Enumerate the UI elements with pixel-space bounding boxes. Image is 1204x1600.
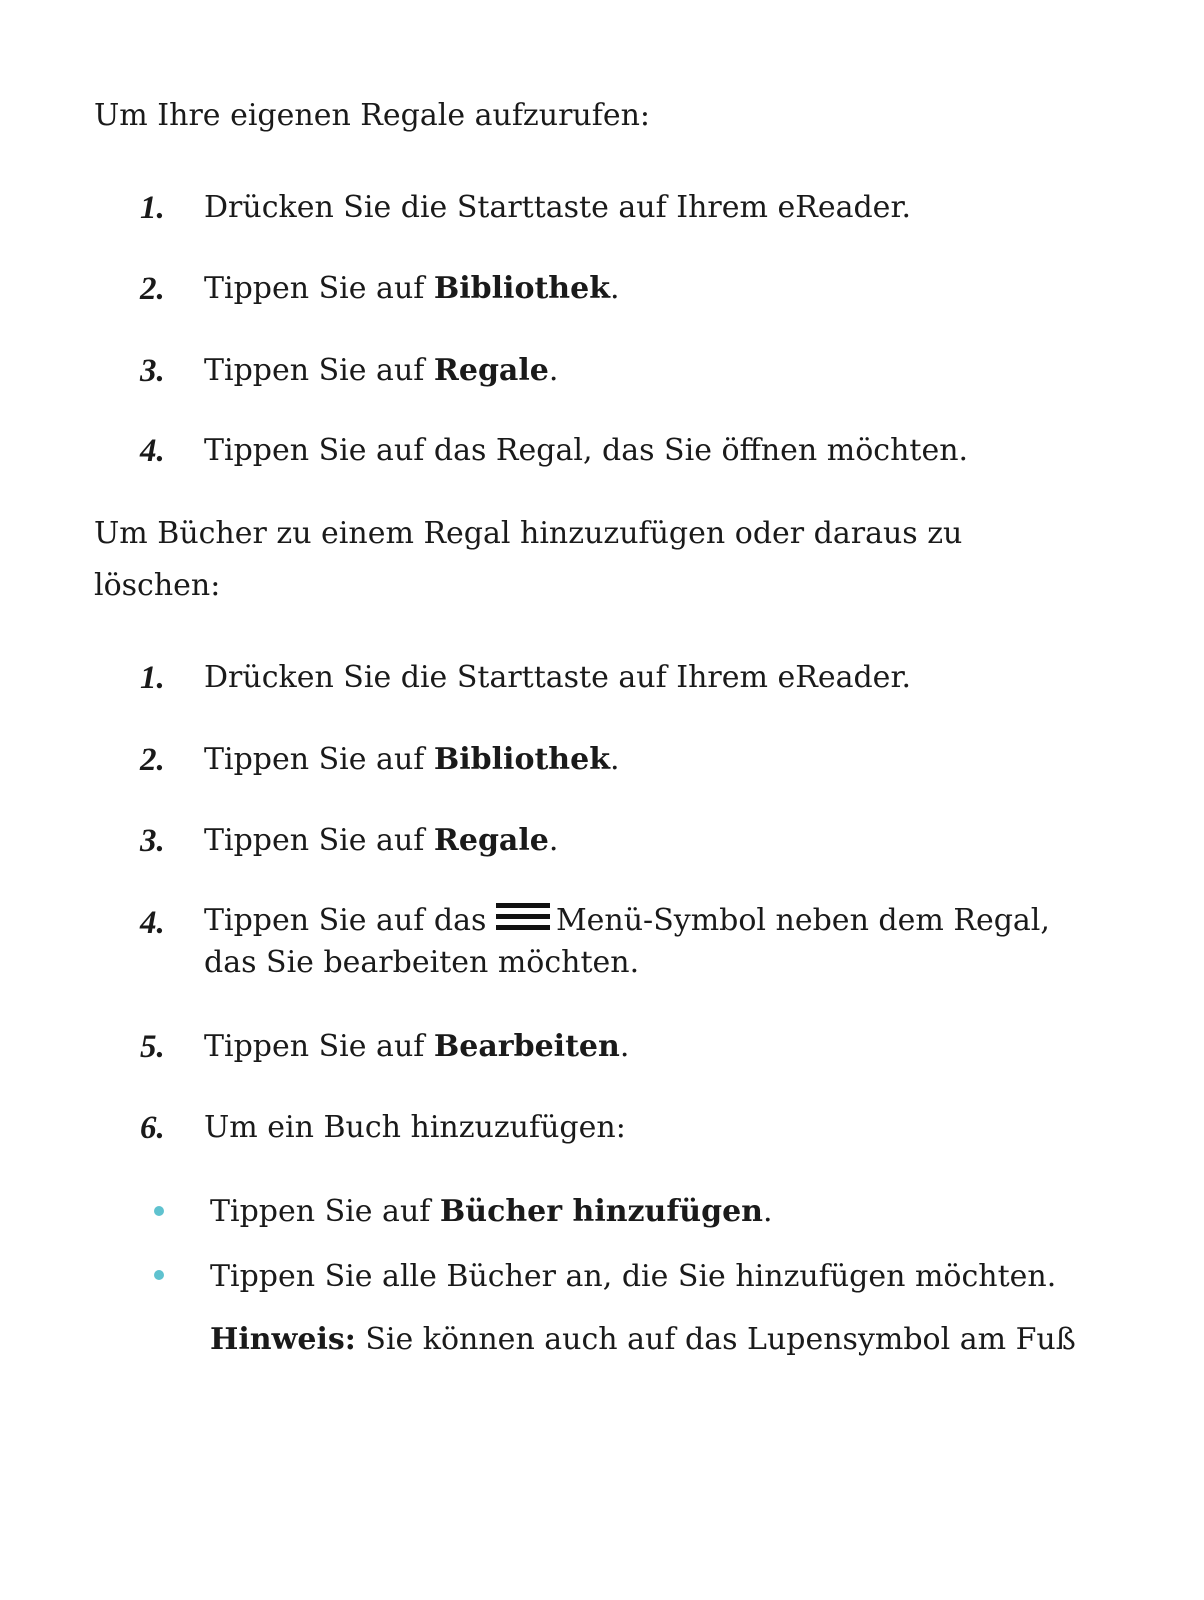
section2-step5-bold: Bearbeiten (433, 1029, 620, 1064)
bullet-dot (154, 1206, 164, 1216)
section1-step3-number: 3. (140, 353, 165, 389)
section2-step6-number: 6. (140, 1110, 165, 1146)
section2-step2-post: . (610, 742, 620, 777)
section1-step2-number: 2. (140, 271, 165, 307)
note-text: Sie können auch auf das Lupensymbol am Fuß (355, 1322, 1076, 1357)
section2-step3-text (204, 823, 558, 859)
section1-step4-pre: Tippen Sie auf das Regal, das Sie öffnen möchten. (204, 433, 969, 468)
section2-step2-number: 2. (140, 742, 165, 778)
section1-step3-bold: Regale (433, 353, 549, 388)
section2-step1-text (204, 660, 911, 696)
section2-step4-line2: das Sie bearbeiten möchten. (204, 945, 640, 980)
section2-step5-post: . (619, 1029, 630, 1064)
section2-step4-post: Menü-Symbol neben dem Regal, (555, 903, 1050, 938)
section1-step4-number: 4. (140, 433, 165, 469)
section2-step2-bold: Bibliothek (433, 742, 610, 777)
section1-intro: Um Ihre eigenen Regale aufzurufen: (94, 98, 651, 133)
section2-step1-number: 1. (140, 660, 165, 696)
section2-step4-pre: Tippen Sie auf das (204, 903, 496, 938)
note (210, 1322, 1076, 1358)
section1-step1-text (204, 190, 911, 226)
section2-step4-number: 4. (140, 905, 165, 941)
section2-step6-pre: Um ein Buch hinzuzufügen: (204, 1110, 626, 1145)
section1-step2-pre: Tippen Sie auf (204, 271, 434, 306)
section2-step2-pre: Tippen Sie auf (204, 742, 434, 777)
section2-step3-bold: Regale (433, 823, 549, 858)
section2-step6-text (204, 1110, 626, 1146)
section2-step4-text (204, 900, 1050, 984)
section2-step1-pre: Drücken Sie die Starttaste auf Ihrem eReader. (204, 660, 912, 695)
bullet-item-2-pre: Tippen Sie alle Bücher an, die Sie hinzufügen möchten. (210, 1259, 1057, 1294)
bullet-item-1 (210, 1194, 773, 1230)
section1-step2-post: . (610, 271, 620, 306)
section2-intro: Um Bücher zu einem Regal hinzuzufügen oder daraus zu löschen: (94, 516, 963, 603)
section1-step1-number: 1. (140, 190, 165, 226)
section1-step3-pre: Tippen Sie auf (204, 353, 434, 388)
section2-step3-number: 3. (140, 823, 165, 859)
section2-step5-number: 5. (140, 1029, 165, 1065)
section1-step1-pre: Drücken Sie die Starttaste auf Ihrem eReader. (204, 190, 912, 225)
bullet-item-1-pre: Tippen Sie auf (210, 1194, 440, 1229)
bullet-dot (154, 1270, 164, 1280)
bullet-item-1-bold: Bücher hinzufügen (439, 1194, 763, 1229)
section2-step5-pre: Tippen Sie auf (204, 1029, 434, 1064)
section2-step3-post: . (548, 823, 559, 858)
section1-step2-text (204, 271, 620, 307)
menu-icon (496, 902, 550, 932)
note-label: Hinweis: (210, 1322, 356, 1357)
bullet-item-2 (210, 1259, 1056, 1295)
section2-step2-text (204, 742, 620, 778)
section1-step3-post: . (548, 353, 559, 388)
section2-step4-line1 (204, 900, 1050, 942)
section2-step3-pre: Tippen Sie auf (204, 823, 434, 858)
section1-step4-text (204, 433, 968, 469)
section1-step3-text (204, 353, 558, 389)
section2-step5-text (204, 1029, 629, 1065)
bullet-item-1-post: . (762, 1194, 773, 1229)
section1-step2-bold: Bibliothek (433, 271, 610, 306)
